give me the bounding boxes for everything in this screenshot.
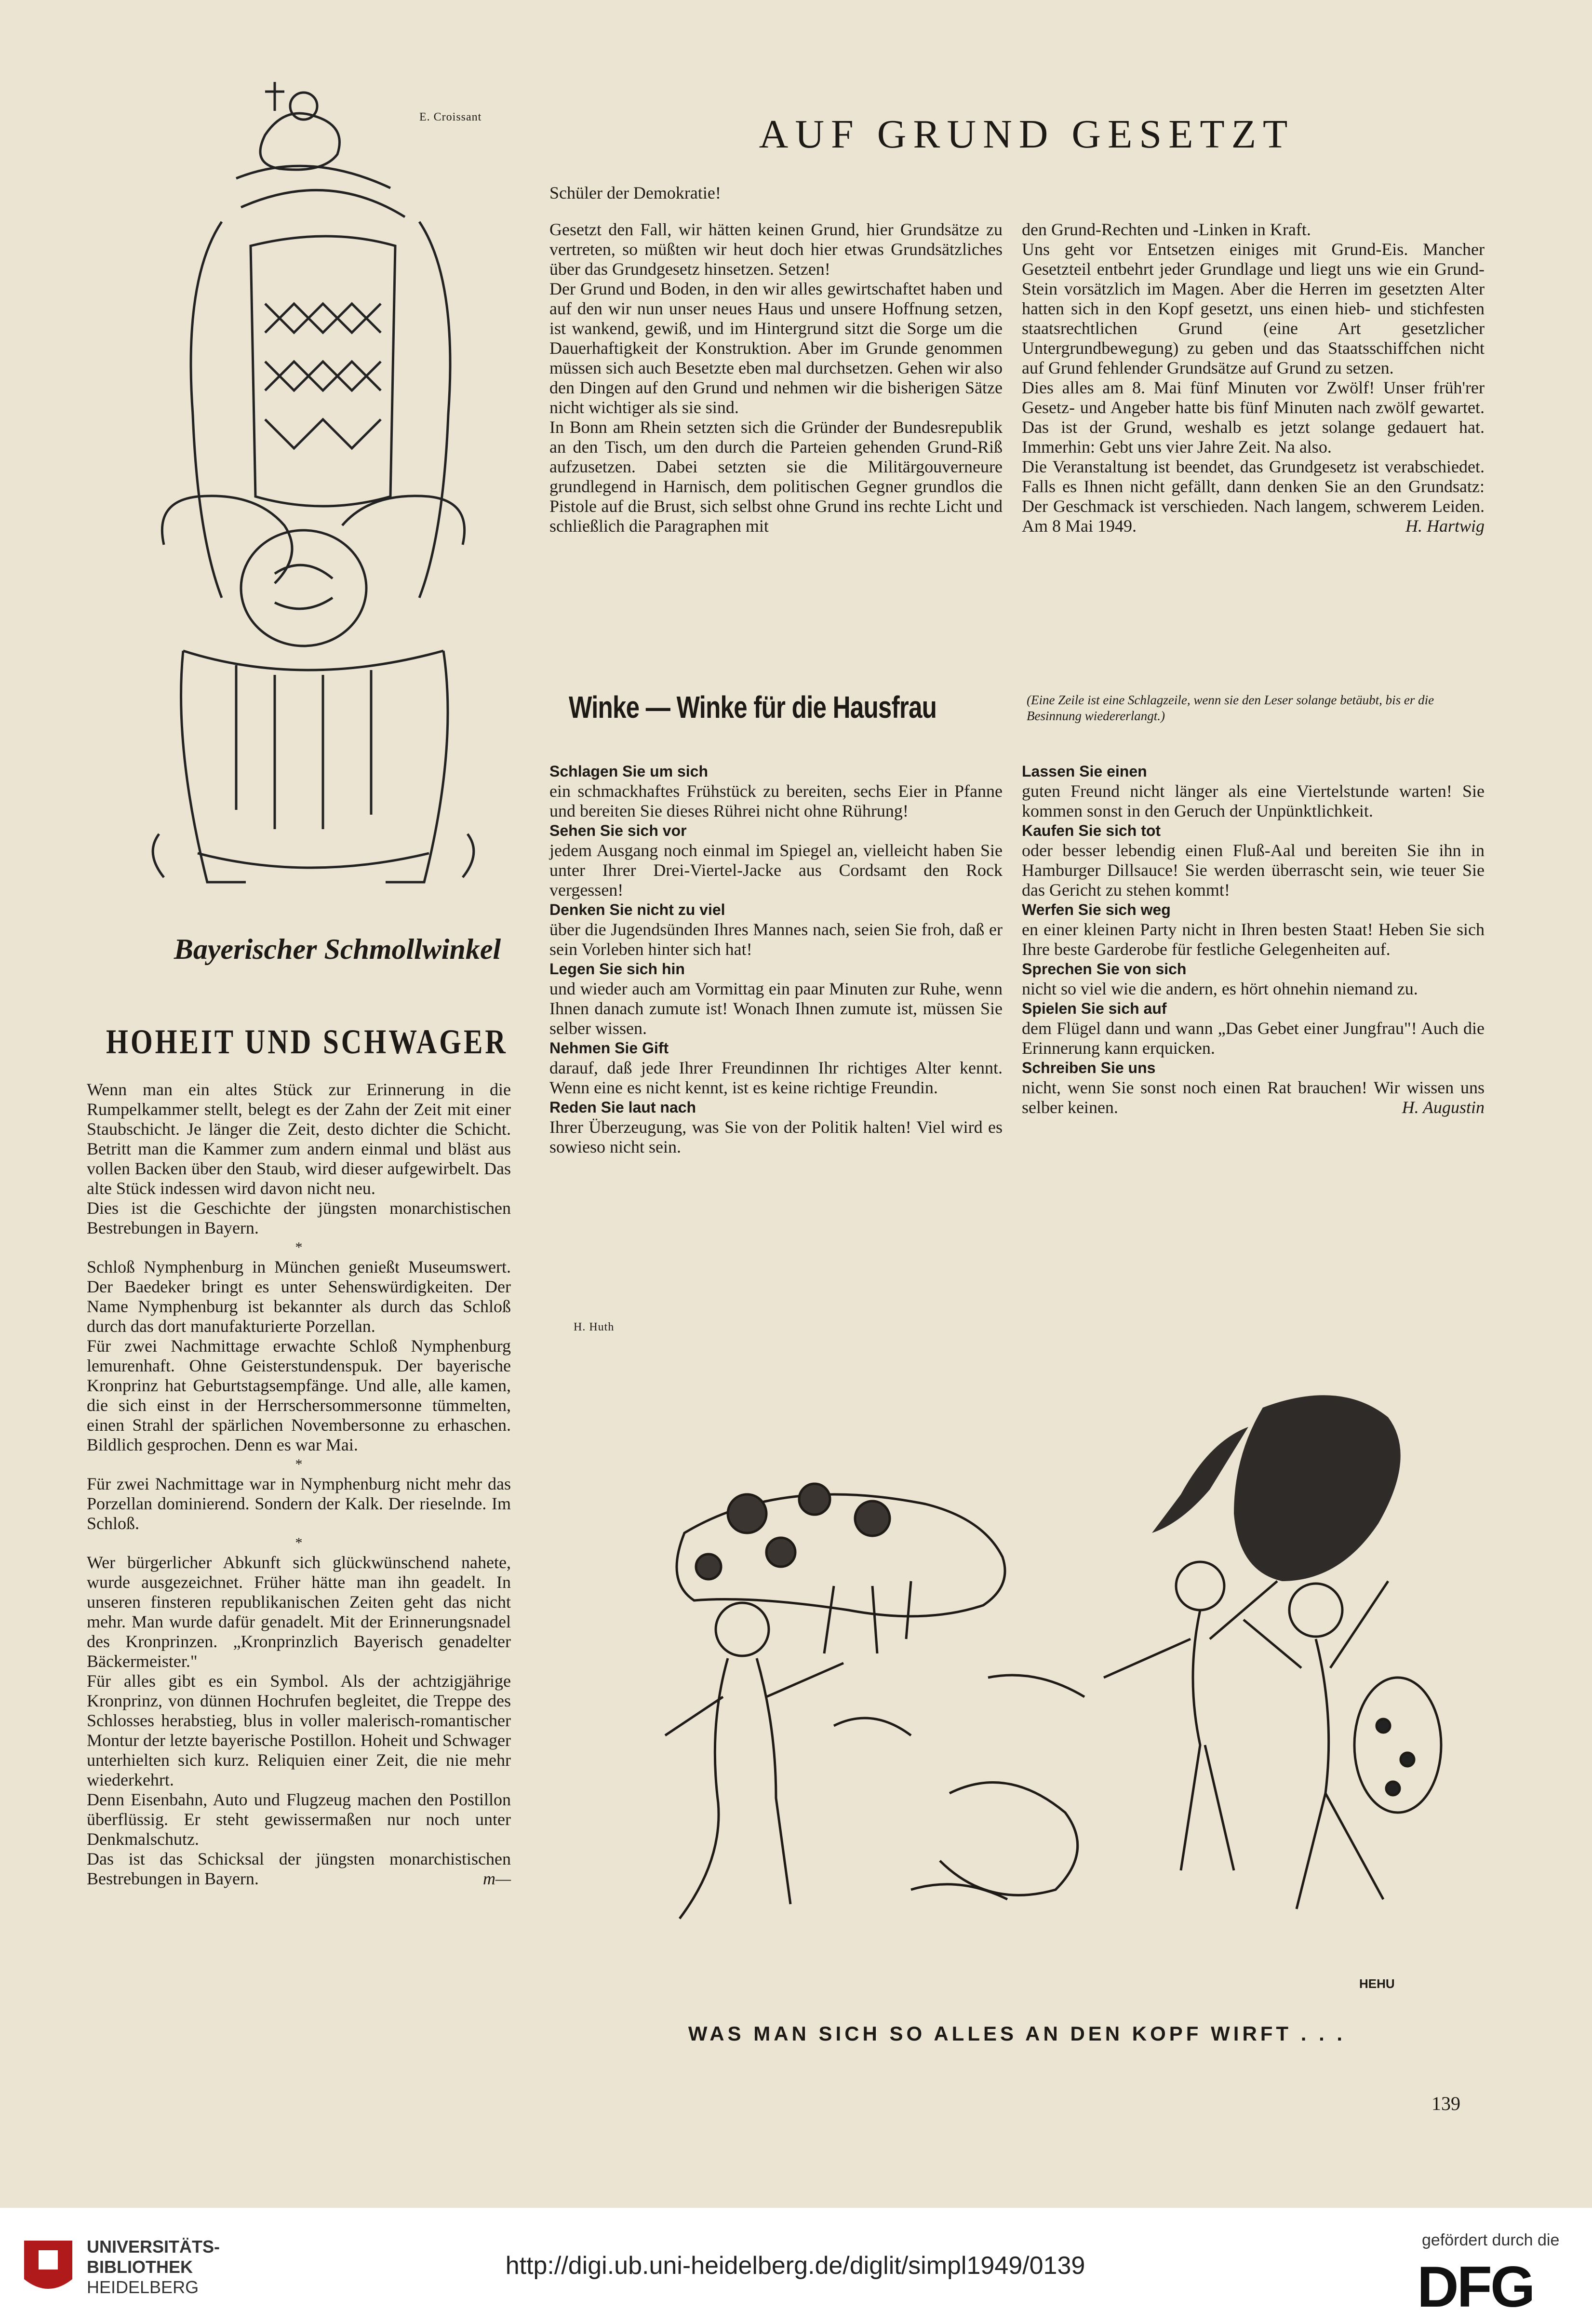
tip-heading: Sprechen Sie von sich [1022,960,1187,978]
huth-credit: H. Huth [574,1321,615,1333]
tip-heading: Werfen Sie sich weg [1022,901,1171,918]
paragraph: Wer bürgerlicher Abkunft sich glückwünschend nahete, wurde ausgezeichnet. Früher hätte man ihn geadelt. In unseren finsteren republikanischen Zeiten geht das nicht mehr. Man wurde dafür genadelt. Mit der Erinnerungsnadel des Kronprinzen. „Kronprinzlich Bayerisch genadelter Bäckermeister." [87,1553,511,1671]
tip-heading: Schlagen Sie um sich [549,763,708,780]
tip-text: über die Jugendsünden Ihres Mannes nach, seien Sie froh, daß er sein Vorleben hinter sich hat! [549,920,1003,959]
tip-heading: Sehen Sie sich vor [549,822,687,839]
tip-text: en einer kleinen Party nicht in Ihren besten Staat! Heben Sie sich Ihre beste Garderobe für festliche Gelegenheiten auf. [1022,920,1485,959]
tip-heading: Lassen Sie einen [1022,763,1147,780]
croissant-credit: E. Croissant [419,111,482,123]
library-name: UNIVERSITÄTS- BIBLIOTHEK HEIDELBERG [87,2237,220,2297]
tip-text: ein schmackhaftes Frühstück zu bereiten, sechs Eier in Pfanne und bereiten Sie dieses Rührei nicht ohne Rührung! [549,781,1003,820]
paragraph: Dies ist die Geschichte der jüngsten monarchistischen Bestrebungen in Bayern. [87,1198,511,1237]
paragraph: Der Grund und Boden, in den wir alles gewirtschaftet haben und auf den wir nun unser neues Haus und unsere Hoffnung setzen, ist wankend, gewiß, und im Hintergrund sitzt die Sorge um die Dauerhaftigkeit der Konstruktion. Aber im Grunde genommen müssen sich auch Besetzte eben mal durchsetzen. Gehen wir also den Dingen auf den Grund und nehmen wir die bisherigen Sätze nicht wichtiger als sie sind. [549,279,1003,417]
paragraph: Dies alles am 8. Mai fünf Minuten vor Zwölf! Unser früh'rer Gesetz- und Angeber hatte bis fünf Minuten nach zwölf gewartet. Das ist der Grund, weshalb es jetzt solange gedauert hat. Immerhin: Gebt uns vier Jahre Zeit. Na also. [1022,378,1485,457]
winke-subtitle: (Eine Zeile ist eine Schlagzeile, wenn sie den Leser solange betäubt, bis er die Besinnung wiedererlangt.) [1027,693,1434,723]
auf-grund-right-column [1022,220,1485,536]
armchair-illustration [130,63,496,930]
tip-heading: Legen Sie sich hin [549,960,685,978]
cartoon-caption: WAS MAN SICH SO ALLES AN DEN KOPF WIRFT . . . [688,2022,1346,2045]
hoheit-column [87,1080,511,1889]
paragraph: Das ist das Schicksal der jüngsten monarchistischen Bestrebungen in Bayern. m— [87,1849,511,1888]
artist-signature: HEHU [1359,1976,1395,1991]
magazine-page [19,10,1573,2208]
university-seal-icon [19,2231,77,2298]
paragraph: Wenn man ein altes Stück zur Erinnerung in die Rumpelkammer stellt, belegt es der Zahn der Zeit mit einer Staubschicht. Je länger die Zeit, desto dichter die Schicht. Betritt man die Kammer zum andern einmal und bläst aus vollen Backen über den Staub, wird dieser aufgewirbelt. Das alte Stück indessen wird davon nicht neu. [87,1080,511,1198]
tip-text: und wieder auch am Vormittag ein paar Minuten zur Ruhe, wenn Ihnen danach zumute ist! Wonach Ihnen zumute ist, müssen Sie selber wissen. [549,979,1003,1038]
paragraph: Gesetzt den Fall, wir hätten keinen Grund, hier Grundsätze zu vertreten, so müßten wir heut doch hier etwas Grundsätzliches über das Grundgesetz hinsetzen. Setzen! [549,220,1003,279]
tip-heading: Nehmen Sie Gift [549,1039,669,1057]
auf-grund-left-column [549,220,1003,536]
tip-text: guten Freund nicht länger als eine Viertelstunde warten! Sie kommen sonst in den Geruch der Unpünktlichkeit. [1022,781,1485,820]
winke-title: Winke — Winke für die Hausfrau [569,690,937,725]
paragraph: Für zwei Nachmittage war in Nymphenburg nicht mehr das Porzellan dominierend. Sondern der Kalk. Der rieselnde. Im Schloß. [87,1474,511,1533]
hoheit-title: HOHEIT UND SCHWAGER [106,1022,508,1061]
tip-heading: Schreiben Sie uns [1022,1059,1156,1076]
cartoon-illustration [564,1359,1504,1996]
signature: m— [482,1869,511,1888]
tip-text: jedem Ausgang noch einmal im Spiegel an, vielleicht haben Sie unter Ihrer Drei-Viertel-Jacke aus Cordsamt den Rock vergessen! [549,841,1003,900]
source-url[interactable]: http://digi.ub.uni-heidelberg.de/diglit/simpl1949/0139 [505,2252,1085,2280]
tip-text: oder besser lebendig einen Fluß-Aal und bereiten Sie ihn in Hamburger Dillsauce! Sie werden überrascht sein, wie teuer Sie das Gericht zu stehen kommt! [1022,841,1485,900]
croissant-caption: Bayerischer Schmollwinkel [174,933,501,965]
auf-grund-intro: Schüler der Demokratie! [549,183,721,202]
tip-text: nicht so viel wie die andern, es hört ohnehin niemand zu. [1022,979,1418,998]
auf-grund-title: AUF GRUND GESETZT [759,112,1295,157]
tip-heading: Reden Sie laut nach [549,1099,696,1116]
tip-heading: Denken Sie nicht zu viel [549,901,725,918]
page-number: 139 [1431,2093,1460,2114]
dfg-logo: DFG [1417,2255,1534,2319]
tip-heading: Spielen Sie sich auf [1022,1000,1167,1017]
tip-text: dem Flügel dann und wann „Das Gebet einer Jungfrau"! Auch die Erinnerung kann erquicken. [1022,1019,1485,1058]
signature: H. Augustin [1402,1098,1485,1117]
section-separator: * [295,1535,303,1551]
winke-right-column [1022,762,1485,1117]
section-separator: * [295,1456,303,1472]
paragraph: den Grund-Rechten und -Linken in Kraft. [1022,220,1311,239]
tip-heading: Kaufen Sie sich tot [1022,822,1161,839]
paragraph: Denn Eisenbahn, Auto und Flugzeug machen den Postillon überflüssig. Er steht gewissermaßen nur noch unter Denkmalschutz. [87,1790,511,1849]
signature: H. Hartwig [1405,516,1485,536]
tip-text: nicht, wenn Sie sonst noch einen Rat brauchen! Wir wissen uns selber keinen. H. Augustin [1022,1078,1485,1117]
tip-text: darauf, daß jede Ihrer Freundinnen Ihr richtiges Alter kennt. Wenn eine es nicht kennt, ist es keine richtige Freundin. [549,1058,1003,1097]
tip-text: Ihrer Überzeugung, was Sie von der Politik halten! Viel wird es sowieso nicht sein. [549,1117,1003,1156]
paragraph: In Bonn am Rhein setzten sich die Gründer der Bundesrepublik an den Tisch, um den durch die Parteien gehenden Grund-Riß aufzusetzen. Dabei setzten sie die Militärgouverneure grundlegend in Harnisch, dem politischen Gegner grundlos die Pistole auf die Brust, sich selbst ohne Grund ins rechte Licht und schließlich die Paragraphen mit [549,417,1003,536]
paragraph: Für zwei Nachmittage erwachte Schloß Nymphenburg lemurenhaft. Ohne Geisterstundenspuk. Der bayerische Kronprinz hat Geburtstagsempfänge. Und alle, alle kamen, die sich einst in der Herrschersommersonne tümmelten, einen Strahl der spärlichen Novembersonne zu erhaschen. Bildlich gesprochen. Denn es war Mai. [87,1336,511,1454]
paragraph: Schloß Nymphenburg in München genießt Museumswert. Der Baedeker bringt es unter Sehenswürdigkeiten. Der Name Nymphenburg ist bekannter als durch das Schloß durch das dort manufakturierte Porzellan. [87,1257,511,1336]
winke-left-column [549,762,1003,1157]
funding-note: gefördert durch die [1422,2231,1560,2249]
paragraph: Uns geht vor Entsetzen einiges mit Grund-Eis. Mancher Gesetzteil entbehrt jeder Grundlage und liegt uns wie ein Grund-Stein vorsätzlich im Magen. Aber die Herren im gesetzten Alter hatten sich in den Kopf gesetzt, uns einen hieb- und stichfesten staatsrechtlichen Grund (eine Art gesetzlicher Untergrundbewegung) zu geben und das Staatsschiffchen nicht auf Grund fehlender Grundsätze auf Grund zu setzen. [1022,240,1485,377]
section-separator: * [295,1239,303,1255]
digitization-footer [0,2208,1592,2324]
paragraph: Die Veranstaltung ist beendet, das Grundgesetz ist verabschiedet. Falls es Ihnen nicht gefällt, dann denken Sie an den Grundsatz: Der Geschmack ist verschieden. Nach langem, schwerem Leiden. Am 8 Mai 1949. H. Hartwig [1022,457,1485,536]
paragraph: Für alles gibt es ein Symbol. Als der achtzigjährige Kronprinz, von dünnen Hochrufen begleitet, die Treppe des Schlosses herabstieg, blus in voller malerisch-romantischer Montur der letzte bayerische Postillon. Hoheit und Schwager unterhielten sich kurz. Reliquien einer Zeit, die nie mehr wiederkehrt. [87,1671,511,1789]
